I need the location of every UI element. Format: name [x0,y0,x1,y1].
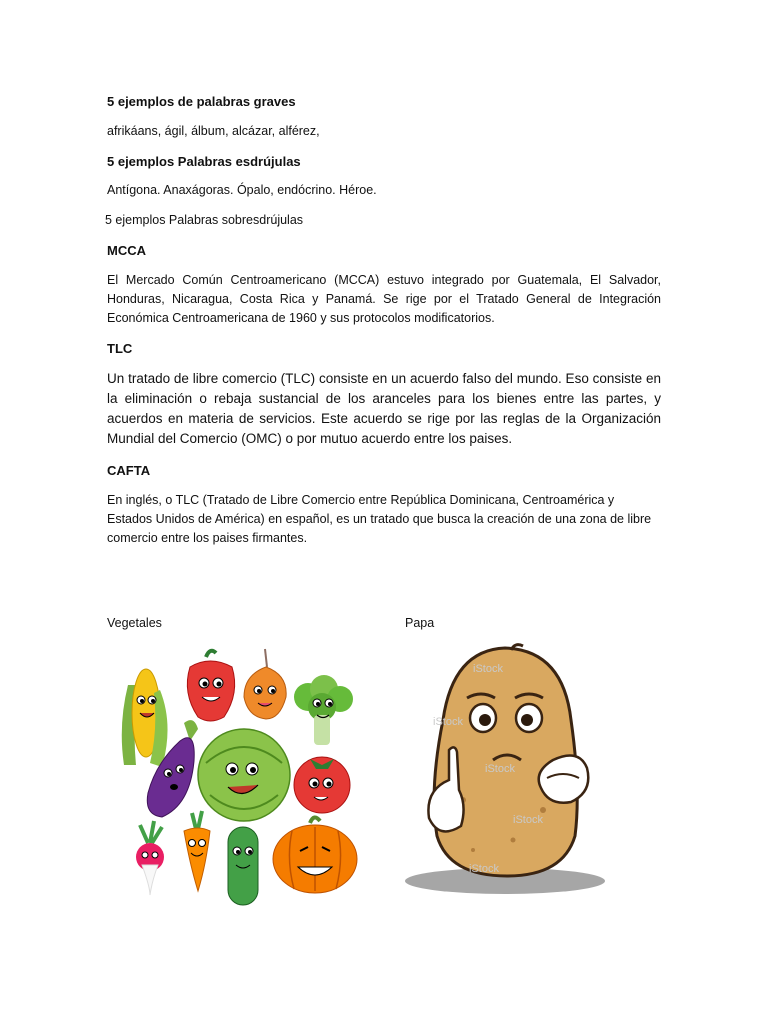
papa-label: Papa [405,616,435,630]
cafta-paragraph: En inglés, o TLC (Tratado de Libre Comercio entre República Dominicana, Centroamérica y Estados Unidos de América) en español, es un tratado que busca la creación de una zona de libre comercio entre los paises firmantes. [107,493,652,545]
pumpkin-character [273,817,357,893]
tomato-character [294,757,350,813]
cucumber-character [228,827,258,905]
watermark-text: iStock [469,863,499,875]
graves-words: afrikáans, ágil, álbum, alcázar, alférez, [107,124,320,138]
watermark-text: iStock [513,814,543,826]
vegetales-label: Vegetales [107,616,162,630]
mcca-heading: MCCA [107,243,146,258]
vegetables-illustration [110,645,360,910]
watermark-text: iStock [485,763,515,775]
corn-character [122,669,168,767]
onion-character [244,649,286,719]
tlc-heading: TLC [107,341,133,356]
radish-character [136,821,164,895]
tlc-paragraph: Un tratado de libre comercio (TLC) consiste en un acuerdo falso del mundo. Eso consiste en la eliminación o rebaja sustancial de los aranceles para los bienes entre las partes, y acuerdos en materia de servicios. Este acuerdo se rige por las reglas de la Organización Mundial del Comercio (OMC) o por mutuo acuerdo entre los paises. [107,371,661,446]
esdrujulas-words: Antígona. Anaxágoras. Ópalo, endócrino. Héroe. [107,183,377,197]
cabbage-character [198,729,290,821]
watermark-text: iStock [433,716,463,728]
esdrujulas-heading: 5 ejemplos Palabras esdrújulas [107,154,301,169]
watermark-text: iStock [473,663,503,675]
pepper-character [187,651,234,721]
cafta-heading: CAFTA [107,463,151,478]
potato-illustration [403,640,613,900]
mcca-paragraph: El Mercado Común Centroamericano (MCCA) estuvo integrado por Guatemala, El Salvador, Honduras, Nicaragua, Costa Rica y Panamá. Se rige por el Tratado General de Integración Económica Centroamericana de 1960 y sus protocolos modificatorios. [107,273,661,325]
broccoli-character [294,675,353,745]
sobresdrujulas-heading: 5 ejemplos Palabras sobresdrújulas [105,213,304,227]
carrot-character [184,811,210,891]
graves-heading: 5 ejemplos de palabras graves [107,94,296,109]
